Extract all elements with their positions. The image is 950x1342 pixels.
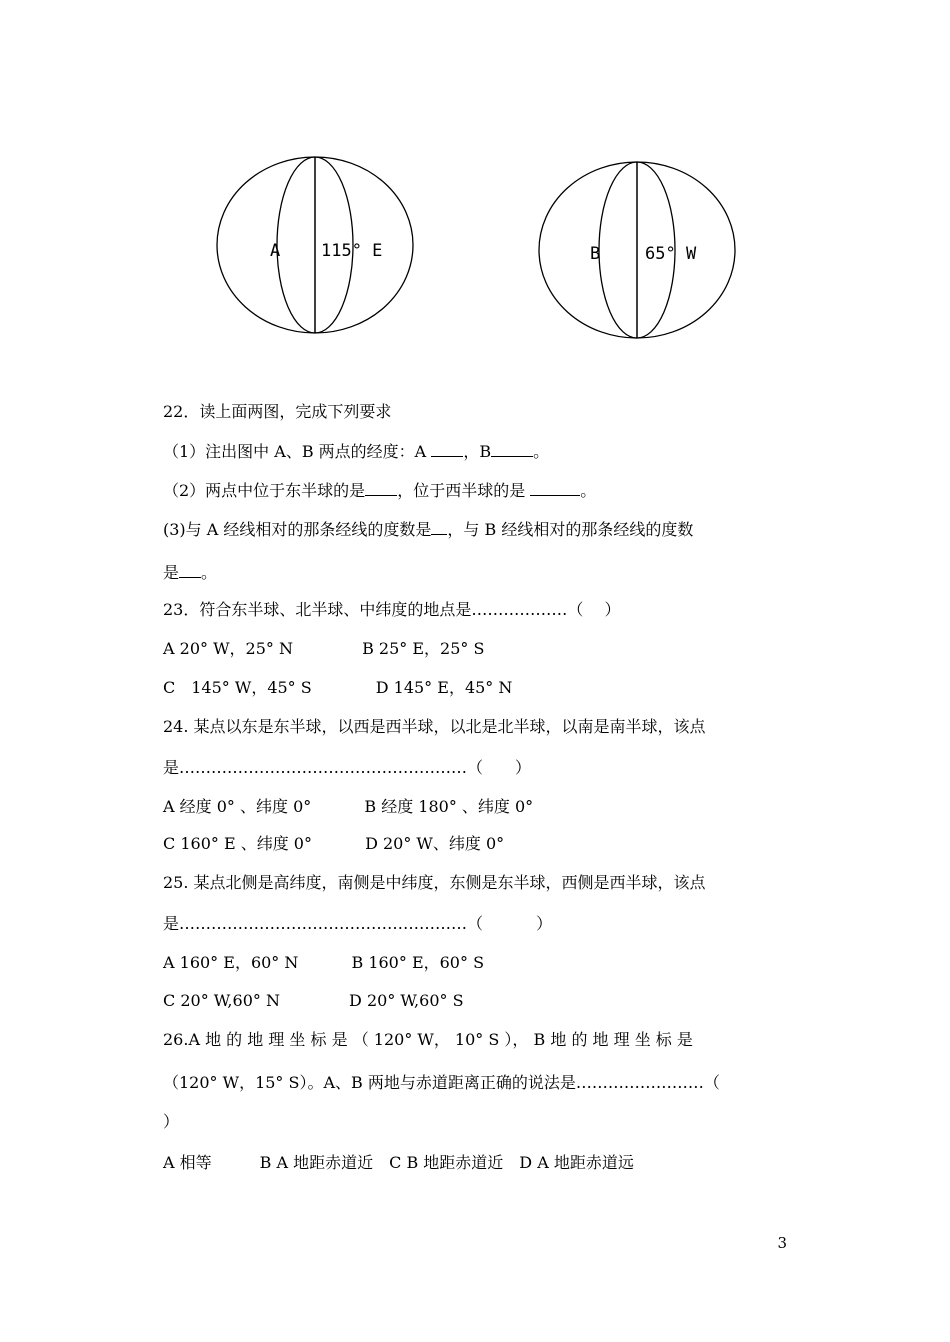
q22-part1-end: 。	[533, 442, 550, 461]
q23-title: 23．符合东半球、北半球、中纬度的地点是………………（ ）	[163, 600, 621, 619]
q24-options-row2: C 160° E 、纬度 0° D 20° W、纬度 0°	[163, 834, 505, 853]
q22-part2-text: （2）两点中位于东半球的是	[163, 481, 366, 500]
q24-title: 24. 某点以东是东半球，以西是西半球，以北是北半球，以南是南半球，该点	[163, 717, 706, 736]
q22-part3-cont	[163, 562, 217, 583]
q25-title-cont: 是………………………………………………（ ）	[163, 914, 553, 933]
answer-blank-west[interactable]	[530, 480, 580, 496]
q22-part2-end: 。	[580, 481, 597, 500]
globe-b-point-label: B	[590, 244, 601, 264]
q22-part1-text: （1）注出图中 A、B 两点的经度：A	[163, 442, 432, 461]
q22-part3-cont-text: 是	[163, 563, 180, 582]
q22-part2-mid: ，位于西半球的是	[397, 481, 531, 500]
q25-options-row2: C 20° W,60° N D 20° W,60° S	[163, 991, 464, 1010]
globe-a-diagram	[210, 150, 420, 340]
q25-title: 25. 某点北侧是高纬度，南侧是中纬度，东侧是东半球，西侧是西半球，该点	[163, 873, 706, 892]
q23-options-row2: C 145° W，45° S D 145° E，45° N	[163, 678, 513, 697]
q22-part3-mid: ，与 B 经线相对的那条经线的度数	[447, 520, 694, 539]
globe-b-diagram	[532, 155, 742, 345]
page-number: 3	[777, 1234, 787, 1252]
q26-title-end: ）	[163, 1112, 180, 1131]
globe-a-meridian-label: 115° E	[321, 241, 383, 261]
q22-part3-end: 。	[201, 563, 218, 582]
q26-title: 26.A 地 的 地 理 坐 标 是 （ 120° W， 10° S ）， B 地 的 地 理 坐 标 是	[163, 1030, 693, 1049]
q26-title-cont: （120° W，15° S）。A、B 两地与赤道距离正确的说法是……………………（	[163, 1073, 720, 1092]
q22-part3	[163, 519, 693, 540]
q22-title: 22．读上面两图，完成下列要求	[163, 402, 392, 421]
answer-blank-east[interactable]	[365, 480, 397, 496]
answer-blank-a[interactable]	[431, 441, 463, 457]
answer-blank-opposite-b[interactable]	[179, 562, 201, 578]
q22-part1	[163, 441, 549, 462]
q24-title-cont: 是………………………………………………（ ）	[163, 758, 532, 777]
q22-part1-mid: ，B	[463, 442, 492, 461]
q22-part2	[163, 480, 596, 501]
globe-a-point-label: A	[270, 241, 281, 261]
q24-options-row1: A 经度 0° 、纬度 0° B 经度 180° 、纬度 0°	[163, 797, 534, 816]
q25-options-row1: A 160° E，60° N B 160° E，60° S	[163, 953, 485, 972]
answer-blank-b[interactable]	[491, 441, 533, 457]
globe-b-meridian-label: 65° W	[645, 244, 697, 264]
q23-options-row1: A 20° W，25° N B 25° E，25° S	[163, 639, 485, 658]
q26-options: A 相等 B A 地距赤道近 C B 地距赤道近 D A 地距赤道远	[163, 1153, 634, 1172]
q22-part3-text: (3)与 A 经线相对的那条经线的度数是	[163, 520, 432, 539]
answer-blank-opposite-a[interactable]	[431, 519, 447, 535]
